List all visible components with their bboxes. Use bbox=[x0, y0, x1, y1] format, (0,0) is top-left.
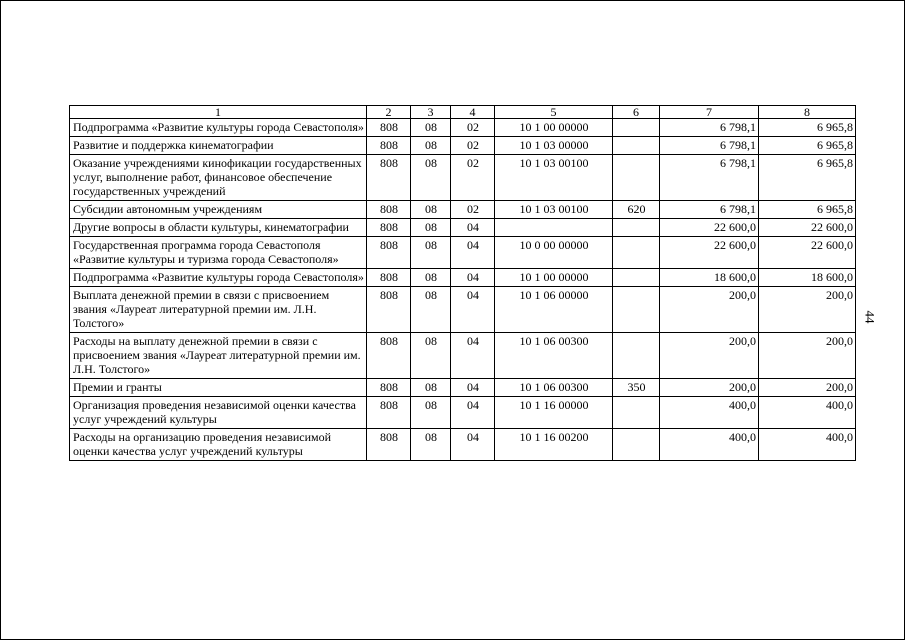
amount-year1-cell: 18 600,0 bbox=[660, 269, 759, 287]
amount-year1-cell: 200,0 bbox=[660, 379, 759, 397]
row-name-cell: Государственная программа города Севастополя «Развитие культуры и туризма города Севастополя» bbox=[70, 237, 367, 269]
row-name-cell: Расходы на организацию проведения независимой оценки качества услуг учреждений культуры bbox=[70, 429, 367, 461]
subsection-cell: 04 bbox=[451, 429, 495, 461]
row-name-cell: Другие вопросы в области культуры, кинематографии bbox=[70, 219, 367, 237]
section-cell: 08 bbox=[411, 155, 451, 201]
amount-year2-cell: 200,0 bbox=[759, 333, 856, 379]
expense-type-cell bbox=[613, 137, 660, 155]
subsection-cell: 04 bbox=[451, 333, 495, 379]
amount-year2-cell: 6 965,8 bbox=[759, 201, 856, 219]
row-name-cell: Премии и гранты bbox=[70, 379, 367, 397]
amount-year2-cell: 400,0 bbox=[759, 429, 856, 461]
amount-year1-cell: 400,0 bbox=[660, 397, 759, 429]
expense-type-cell: 620 bbox=[613, 201, 660, 219]
subsection-cell: 04 bbox=[451, 287, 495, 333]
expense-type-cell bbox=[613, 269, 660, 287]
column-header: 7 bbox=[660, 106, 759, 119]
expense-type-cell bbox=[613, 155, 660, 201]
subsection-cell: 04 bbox=[451, 379, 495, 397]
target-article-cell: 10 1 03 00100 bbox=[495, 201, 613, 219]
subsection-cell: 04 bbox=[451, 237, 495, 269]
expense-type-cell bbox=[613, 219, 660, 237]
section-cell: 08 bbox=[411, 333, 451, 379]
section-cell: 08 bbox=[411, 201, 451, 219]
page-number: 44 bbox=[862, 310, 878, 324]
table-body bbox=[70, 119, 856, 461]
expense-type-cell bbox=[613, 119, 660, 137]
subsection-cell: 04 bbox=[451, 269, 495, 287]
amount-year2-cell: 200,0 bbox=[759, 379, 856, 397]
row-name-cell: Подпрограмма «Развитие культуры города Севастополя» bbox=[70, 269, 367, 287]
table-row bbox=[70, 201, 856, 219]
table-row bbox=[70, 379, 856, 397]
amount-year2-cell: 18 600,0 bbox=[759, 269, 856, 287]
amount-year1-cell: 6 798,1 bbox=[660, 119, 759, 137]
code-admin-cell: 808 bbox=[367, 119, 411, 137]
column-header: 3 bbox=[411, 106, 451, 119]
amount-year1-cell: 6 798,1 bbox=[660, 137, 759, 155]
subsection-cell: 04 bbox=[451, 397, 495, 429]
row-name-cell: Оказание учреждениями кинофикации государственных услуг, выполнение работ, финансовое обеспечение государственных учреждений bbox=[70, 155, 367, 201]
table-header bbox=[70, 106, 856, 119]
subsection-cell: 04 bbox=[451, 219, 495, 237]
amount-year2-cell: 22 600,0 bbox=[759, 237, 856, 269]
column-header: 8 bbox=[759, 106, 856, 119]
expense-type-cell bbox=[613, 397, 660, 429]
section-cell: 08 bbox=[411, 219, 451, 237]
column-header: 1 bbox=[70, 106, 367, 119]
expense-type-cell bbox=[613, 333, 660, 379]
table-row bbox=[70, 269, 856, 287]
target-article-cell: 10 1 16 00200 bbox=[495, 429, 613, 461]
target-article-cell: 10 1 06 00300 bbox=[495, 379, 613, 397]
code-admin-cell: 808 bbox=[367, 237, 411, 269]
amount-year2-cell: 6 965,8 bbox=[759, 155, 856, 201]
code-admin-cell: 808 bbox=[367, 269, 411, 287]
row-name-cell: Подпрограмма «Развитие культуры города Севастополя» bbox=[70, 119, 367, 137]
subsection-cell: 02 bbox=[451, 137, 495, 155]
code-admin-cell: 808 bbox=[367, 379, 411, 397]
amount-year1-cell: 200,0 bbox=[660, 333, 759, 379]
subsection-cell: 02 bbox=[451, 201, 495, 219]
target-article-cell: 10 1 00 00000 bbox=[495, 119, 613, 137]
code-admin-cell: 808 bbox=[367, 429, 411, 461]
code-admin-cell: 808 bbox=[367, 201, 411, 219]
section-cell: 08 bbox=[411, 429, 451, 461]
target-article-cell: 10 1 00 00000 bbox=[495, 269, 613, 287]
section-cell: 08 bbox=[411, 119, 451, 137]
table-row bbox=[70, 119, 856, 137]
target-article-cell: 10 1 03 00000 bbox=[495, 137, 613, 155]
column-header: 4 bbox=[451, 106, 495, 119]
section-cell: 08 bbox=[411, 397, 451, 429]
table-row bbox=[70, 397, 856, 429]
table-row bbox=[70, 237, 856, 269]
table-row bbox=[70, 333, 856, 379]
amount-year1-cell: 22 600,0 bbox=[660, 219, 759, 237]
expense-type-cell bbox=[613, 237, 660, 269]
section-cell: 08 bbox=[411, 269, 451, 287]
section-cell: 08 bbox=[411, 137, 451, 155]
code-admin-cell: 808 bbox=[367, 287, 411, 333]
amount-year2-cell: 6 965,8 bbox=[759, 137, 856, 155]
code-admin-cell: 808 bbox=[367, 333, 411, 379]
target-article-cell: 10 0 00 00000 bbox=[495, 237, 613, 269]
section-cell: 08 bbox=[411, 237, 451, 269]
target-article-cell: 10 1 03 00100 bbox=[495, 155, 613, 201]
column-header: 2 bbox=[367, 106, 411, 119]
subsection-cell: 02 bbox=[451, 155, 495, 201]
section-cell: 08 bbox=[411, 287, 451, 333]
expense-type-cell bbox=[613, 287, 660, 333]
subsection-cell: 02 bbox=[451, 119, 495, 137]
table-row bbox=[70, 429, 856, 461]
amount-year2-cell: 200,0 bbox=[759, 287, 856, 333]
amount-year1-cell: 200,0 bbox=[660, 287, 759, 333]
column-header: 6 bbox=[613, 106, 660, 119]
row-name-cell: Субсидии автономным учреждениям bbox=[70, 201, 367, 219]
table-row bbox=[70, 287, 856, 333]
code-admin-cell: 808 bbox=[367, 397, 411, 429]
amount-year1-cell: 6 798,1 bbox=[660, 201, 759, 219]
table-row bbox=[70, 155, 856, 201]
header-row bbox=[70, 106, 856, 119]
column-header: 5 bbox=[495, 106, 613, 119]
amount-year1-cell: 6 798,1 bbox=[660, 155, 759, 201]
code-admin-cell: 808 bbox=[367, 219, 411, 237]
section-cell: 08 bbox=[411, 379, 451, 397]
row-name-cell: Организация проведения независимой оценки качества услуг учреждений культуры bbox=[70, 397, 367, 429]
row-name-cell: Расходы на выплату денежной премии в связи с присвоением звания «Лауреат литературной премии им. Л.Н. Толстого» bbox=[70, 333, 367, 379]
target-article-cell: 10 1 16 00000 bbox=[495, 397, 613, 429]
row-name-cell: Выплата денежной премии в связи с присвоением звания «Лауреат литературной премии им. Л.Н. Толстого» bbox=[70, 287, 367, 333]
row-name-cell: Развитие и поддержка кинематографии bbox=[70, 137, 367, 155]
amount-year1-cell: 22 600,0 bbox=[660, 237, 759, 269]
expense-type-cell: 350 bbox=[613, 379, 660, 397]
code-admin-cell: 808 bbox=[367, 137, 411, 155]
amount-year2-cell: 400,0 bbox=[759, 397, 856, 429]
target-article-cell: 10 1 06 00300 bbox=[495, 333, 613, 379]
target-article-cell: 10 1 06 00000 bbox=[495, 287, 613, 333]
expense-type-cell bbox=[613, 429, 660, 461]
amount-year2-cell: 22 600,0 bbox=[759, 219, 856, 237]
budget-table bbox=[69, 105, 856, 461]
code-admin-cell: 808 bbox=[367, 155, 411, 201]
table-row bbox=[70, 219, 856, 237]
target-article-cell bbox=[495, 219, 613, 237]
amount-year1-cell: 400,0 bbox=[660, 429, 759, 461]
table-row bbox=[70, 137, 856, 155]
amount-year2-cell: 6 965,8 bbox=[759, 119, 856, 137]
